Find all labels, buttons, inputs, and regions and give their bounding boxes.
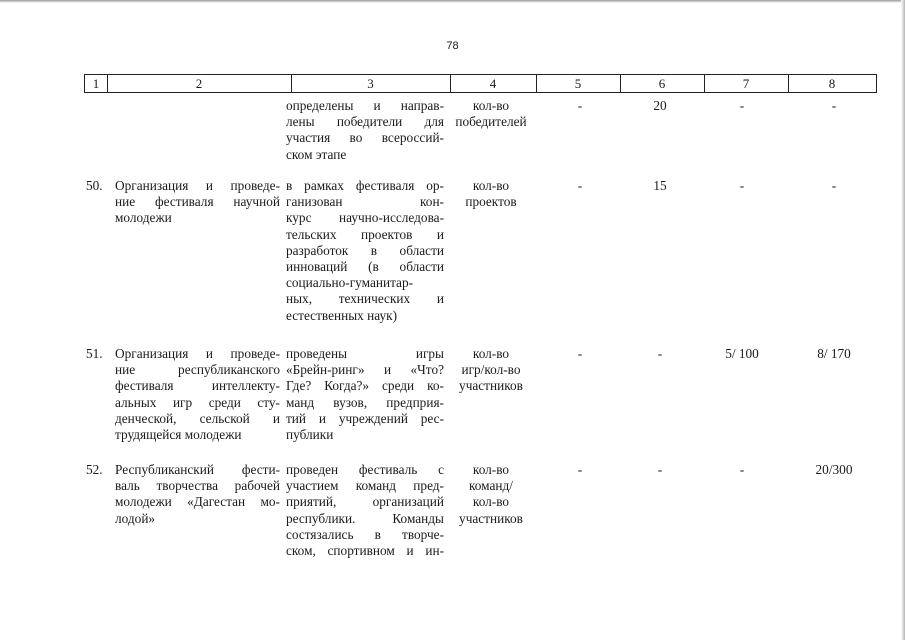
text-line: тельских проектов и	[286, 226, 444, 242]
text-line: ганизован кон-	[286, 194, 444, 210]
row-50-col8: -	[831, 178, 837, 193]
text-line: участников	[459, 378, 523, 394]
header-col-8: 8	[828, 76, 836, 91]
row-50-col7: -	[739, 178, 745, 193]
text-line: ние фестиваля научной	[115, 194, 280, 210]
text-line: участия во всероссий-	[286, 130, 444, 146]
text-line: лодой»	[115, 510, 156, 526]
row-51-col7: 5/ 100	[725, 346, 759, 361]
page-number: 78	[446, 40, 459, 52]
text-line: Организация и проведе-	[115, 346, 280, 361]
text-line: проектов	[465, 194, 517, 210]
text-line: игр/кол-во	[461, 362, 521, 378]
text-line: состязались в творче-	[286, 526, 444, 542]
row-0-result	[286, 98, 444, 163]
row-52-result	[286, 462, 444, 559]
header-divider	[876, 75, 877, 92]
text-line: курс научно-исследова-	[286, 210, 444, 226]
text-line: кол-во	[472, 178, 510, 193]
row-0-col7: -	[739, 98, 745, 113]
header-col-5: 5	[574, 76, 582, 91]
row-0-col8: -	[831, 98, 837, 113]
row-52-col8: 20/300	[815, 462, 853, 477]
header-col-3: 3	[367, 76, 374, 91]
scan-edge-right	[901, 0, 905, 640]
text-line: кол-во	[472, 346, 510, 361]
row-51-result	[286, 346, 444, 443]
text-line: естественных наук)	[286, 307, 398, 323]
text-line: ние республиканского	[115, 362, 280, 378]
text-line: команд/	[469, 478, 513, 494]
text-line: кол-во	[472, 98, 510, 113]
text-line: Республиканский фести-	[115, 462, 280, 477]
row-51-col6: -	[657, 346, 663, 361]
row-50-number: 50.	[86, 178, 103, 193]
text-line: ных, технических и	[286, 291, 444, 307]
header-col-7: 7	[742, 76, 750, 91]
text-line: трудящейся молодежи	[115, 427, 242, 443]
header-col-1: 1	[92, 76, 100, 91]
text-line: приятий, организаций	[286, 494, 444, 510]
row-51-number: 51.	[86, 346, 103, 361]
row-52-indicator	[446, 462, 536, 527]
text-line: «Брейн-ринг» и «Что?	[286, 362, 444, 378]
row-51-name	[115, 346, 280, 443]
text-line: молодежи	[115, 210, 172, 226]
text-line: в рамках фестиваля ор-	[286, 178, 444, 193]
text-line: фестиваля интеллекту-	[115, 378, 280, 394]
row-52-col6: -	[657, 462, 663, 477]
row-50-result	[286, 178, 444, 324]
text-line: тий и учреждений рес-	[286, 410, 444, 426]
row-50-col6: 15	[653, 178, 667, 193]
text-line: разработок в области	[286, 242, 444, 258]
text-line: определены и направ-	[286, 98, 444, 113]
header-divider	[84, 75, 85, 92]
text-line: манд вузов, предприя-	[286, 394, 444, 410]
row-52-col7: -	[739, 462, 745, 477]
row-52-name	[115, 462, 280, 527]
text-line: инноваций (в области	[286, 259, 444, 275]
header-col-6: 6	[658, 76, 666, 91]
row-51-col5: -	[577, 346, 583, 361]
row-51-col8: 8/ 170	[817, 346, 851, 361]
text-line: Организация и проведе-	[115, 178, 280, 193]
row-0-col6: 20	[653, 98, 667, 113]
text-line: кол-во	[472, 494, 510, 510]
text-line: валь творчества рабочей	[115, 478, 280, 494]
row-51-indicator	[446, 346, 536, 395]
text-line: проведен фестиваль с	[286, 462, 444, 477]
text-line: ском, спортивном и ин-	[286, 543, 444, 559]
header-col-4: 4	[489, 76, 497, 91]
row-0-col5: -	[577, 98, 583, 113]
text-line: ском этапе	[286, 146, 347, 162]
text-line: лены победители для	[286, 114, 444, 130]
text-line: Где? Когда?» среди ко-	[286, 378, 444, 394]
text-line: участников	[459, 510, 523, 526]
table-header-row	[84, 74, 877, 93]
text-line: республики. Команды	[286, 510, 444, 526]
text-line: кол-во	[472, 462, 510, 477]
row-50-indicator	[446, 178, 536, 210]
row-52-number: 52.	[86, 462, 103, 477]
row-52-col5: -	[577, 462, 583, 477]
text-line: молодежи «Дагестан мо-	[115, 494, 280, 510]
row-50-col5: -	[577, 178, 583, 193]
text-line: альных игр среди сту-	[115, 394, 280, 410]
row-0-indicator	[446, 98, 536, 130]
text-line: проведены игры	[286, 346, 444, 361]
text-line: участием команд пред-	[286, 478, 444, 494]
text-line: публики	[286, 427, 334, 443]
text-line: социально-гуманитар-	[286, 275, 414, 291]
header-col-2: 2	[195, 76, 203, 91]
text-line: денческой, сельской и	[115, 410, 280, 426]
row-50-name	[115, 178, 280, 227]
scan-edge-top	[0, 0, 905, 3]
text-line: победителей	[455, 114, 527, 130]
